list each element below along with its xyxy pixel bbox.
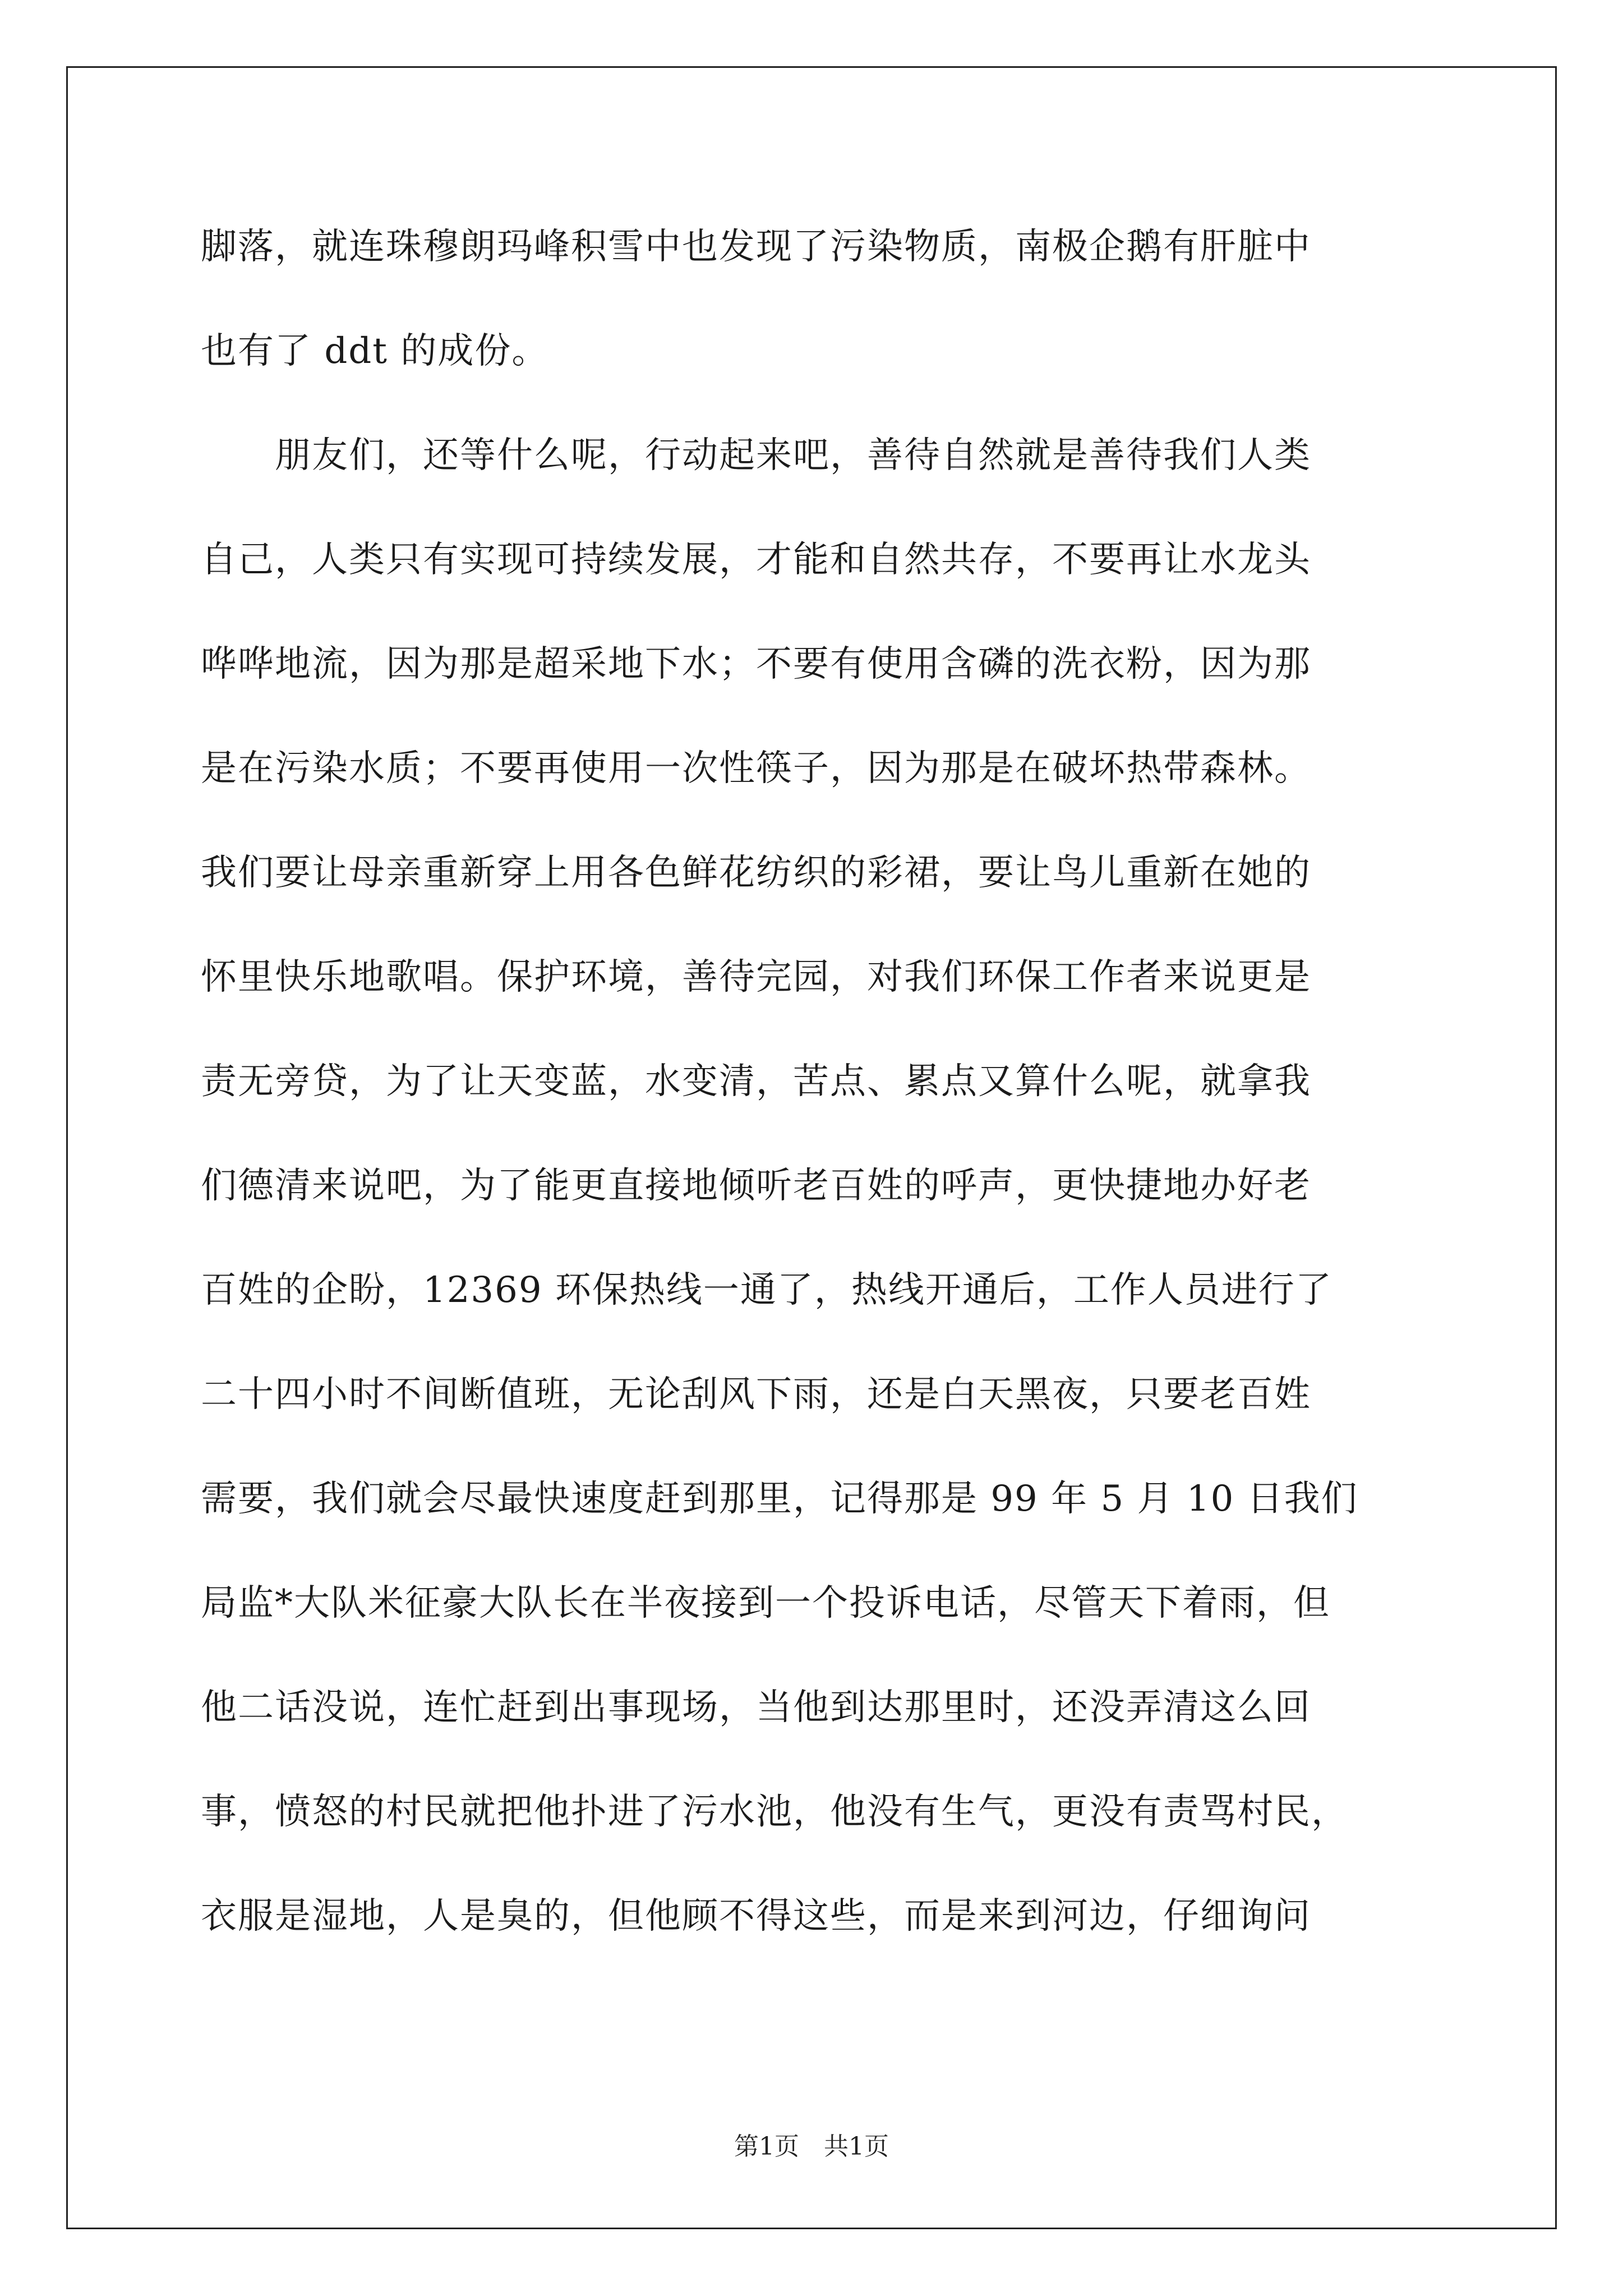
text-line: 他二话没说，连忙赶到出事现场，当他到达那里时，还没弄清这么回 (201, 1687, 1311, 1728)
text-line: 我们要让母亲重新穿上用各色鲜花纺织的彩裙，要让鸟儿重新在她的 (201, 852, 1311, 894)
text-line: 也有了 ddt 的成份。 (201, 330, 549, 372)
text-line: 事，愤怒的村民就把他扑进了污水池，他没有生气，更没有责骂村民， (201, 1791, 1348, 1833)
text-line: 怀里快乐地歌唱。保护环境，善待完园，对我们环保工作者来说更是 (201, 956, 1311, 998)
text-line: 脚落，就连珠穆朗玛峰积雪中也发现了污染物质，南极企鹅有肝脏中 (201, 226, 1311, 268)
text-line: 自己，人类只有实现可持续发展，才能和自然共存，不要再让水龙头 (201, 539, 1311, 581)
text-line: 需要，我们就会尽最快速度赶到那里，记得那是 99 年 5 月 10 日我们 (201, 1478, 1358, 1520)
text-line: 是在污染水质；不要再使用一次性筷子，因为那是在破坏热带森林。 (201, 748, 1311, 789)
text-line: 们德清来说吧，为了能更直接地倾听老百姓的呼声，更快捷地办好老 (201, 1165, 1311, 1207)
page-number-footer: 第1页 共1页 (734, 2132, 889, 2161)
text-line: 百姓的企盼，12369 环保热线一通了，热线开通后，工作人员进行了 (201, 1269, 1332, 1311)
text-line: 衣服是湿地，人是臭的，但他顾不得这些，而是来到河边，仔细询问 (201, 1895, 1311, 1937)
text-line: 局监*大队米征豪大队长在半夜接到一个投诉电话，尽管天下着雨，但 (201, 1582, 1330, 1624)
text-line: 责无旁贷，为了让天变蓝，水变清，苦点、累点又算什么呢，就拿我 (201, 1061, 1311, 1102)
text-line: 二十四小时不间断值班，无论刮风下雨，还是白天黑夜，只要老百姓 (201, 1374, 1311, 1415)
paragraph-start-line: 朋友们，还等什么呢，行动起来吧，善待自然就是善待我们人类 (275, 435, 1311, 476)
text-line: 哗哗地流，因为那是超采地下水；不要有使用含磷的洗衣粉，因为那 (201, 643, 1311, 685)
document-body (201, 213, 1435, 1987)
